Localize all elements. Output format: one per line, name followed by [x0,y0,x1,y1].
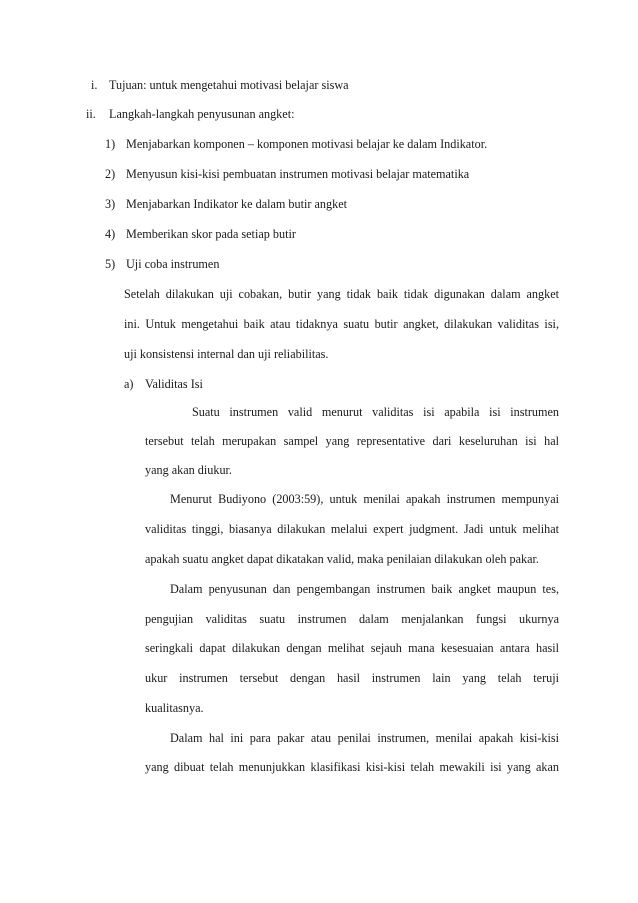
paragraph-line: ini. Untuk mengetahui baik atau tidaknya suatu butir angket, dilakukan validitas isi, [124,317,559,331]
paragraph-line: uji konsistensi internal dan uji reliabilitas. [124,347,329,361]
step-item-5: Uji coba instrumen [126,257,220,271]
paragraph-line: pengujian validitas suatu instrumen dalam menjalankan fungsi ukurnya [145,612,559,626]
sub-marker-a: a) [124,377,134,391]
step-item-2: Menyusun kisi-kisi pembuatan instrumen motivasi belajar matematika [126,167,470,181]
step-marker-2: 2) [105,167,116,181]
list-marker-ii: ii. [86,107,96,121]
paragraph-line: kualitasnya. [145,701,204,715]
step-marker-3: 3) [105,197,116,211]
paragraph-line: tersebut telah merupakan sampel yang representative dari keseluruhan isi hal [145,434,559,448]
step-item-4: Memberikan skor pada setiap butir [126,227,296,241]
list-item-tujuan: Tujuan: untuk mengetahui motivasi belajar siswa [109,78,349,92]
paragraph-line: Menurut Budiyono (2003:59), untuk menilai apakah instrumen mempunyai [170,492,559,506]
step-item-3: Menjabarkan Indikator ke dalam butir angket [126,197,347,211]
paragraph-line: validitas tinggi, biasanya dilakukan melalui expert judgment. Jadi untuk melihat [145,522,559,536]
paragraph-line: yang dibuat telah menunjukkan klasifikasi kisi-kisi telah mewakili isi yang akan [145,760,559,774]
paragraph-line: apakah suatu angket dapat dikatakan valid, maka penilaian dilakukan oleh pakar. [145,552,539,566]
step-marker-5: 5) [105,257,116,271]
paragraph-line: seringkali dapat dilakukan dengan melihat sejauh mana kesesuaian antara hasil [145,641,559,655]
paragraph-line: Suatu instrumen valid menurut validitas isi apabila isi instrumen [192,405,559,419]
step-marker-4: 4) [105,227,116,241]
step-marker-1: 1) [105,137,116,151]
list-marker-i: i. [91,78,98,92]
sub-heading-validitas-isi: Validitas Isi [145,377,203,391]
paragraph-line: yang akan diukur. [145,463,232,477]
step-item-1: Menjabarkan komponen – komponen motivasi belajar ke dalam Indikator. [126,137,488,151]
paragraph-line: ukur instrumen tersebut dengan hasil instrumen lain yang telah teruji [145,671,559,685]
list-item-langkah: Langkah-langkah penyusunan angket: [109,107,295,121]
paragraph-line: Setelah dilakukan uji cobakan, butir yang tidak baik tidak digunakan dalam angket [124,287,559,301]
paragraph-line: Dalam penyusunan dan pengembangan instrumen baik angket maupun tes, [170,582,559,596]
paragraph-line: Dalam hal ini para pakar atau penilai instrumen, menilai apakah kisi-kisi [170,731,559,745]
